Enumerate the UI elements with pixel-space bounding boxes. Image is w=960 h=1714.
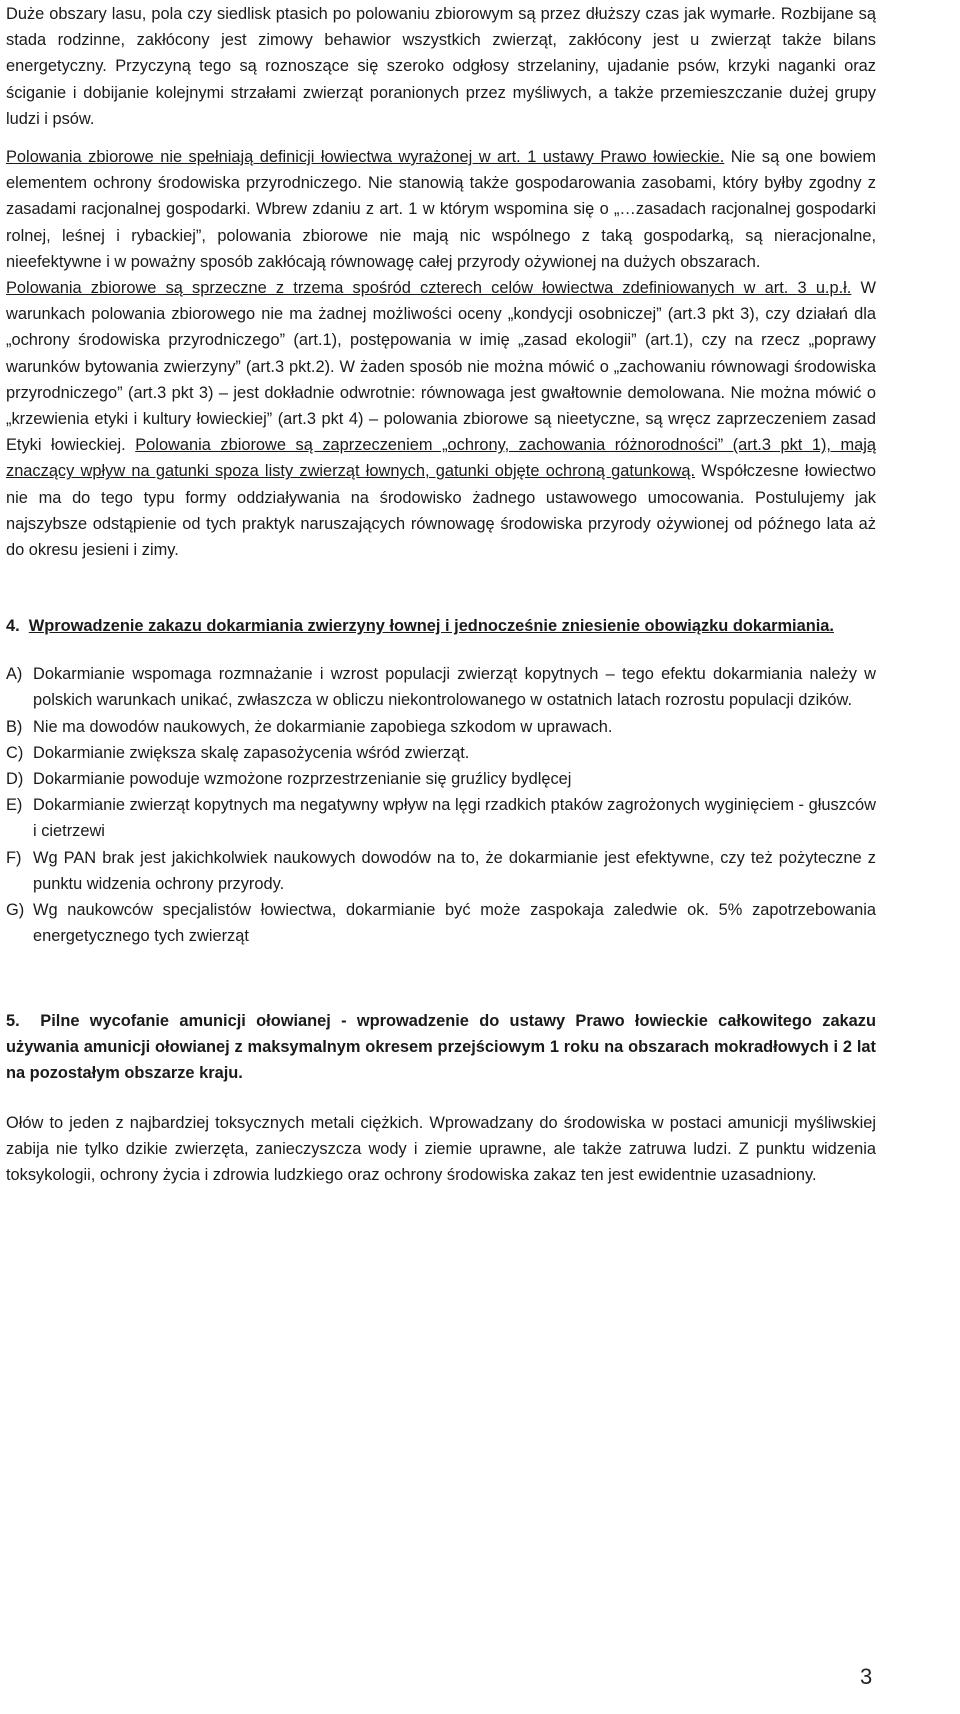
section-5-heading (6, 1008, 876, 1086)
list-item-text: Wg naukowców specjalistów łowiectwa, dokarmianie być może zaspokaja zaledwie ok. 5% zapotrzebowania energetycznego tych zwierząt (33, 901, 876, 946)
paragraph-collective-hunting-definition (6, 144, 876, 563)
section-4-heading (6, 613, 876, 639)
underlined-statement-definition: Polowania zbiorowe nie spełniają definicji łowiectwa wyrażonej w art. 1 ustawy Prawo łowieckie. (6, 148, 725, 167)
list-item (6, 766, 876, 792)
paragraph-text-1: Nie są one bowiem elementem ochrony środowiska przyrodniczego. Nie stanowią także gospodarowania zasobami, który byłby zgodny z zasadami racjonalnej gospodarki. Wbrew zdaniu z art. 1 w którym wspomina się o „…zasadach racjonalnej gospodarki rolnej, leśnej i rybackiej”, polowania zbiorowe nie mają nic wspólnego z taką gospodarką, są nieracjonalne, nieefektywne i w poważny sposób zakłócają równowagę całej przyrody ożywionej na dużych obszarach. (6, 148, 876, 271)
list-item (6, 792, 876, 844)
section-4-number: 4. (6, 617, 20, 636)
list-marker: D) (6, 770, 24, 789)
list-marker: A) (6, 665, 23, 684)
section-5 (6, 1008, 876, 1189)
underlined-statement-goals: Polowania zbiorowe są sprzeczne z trzema spośród czterech celów łowiectwa zdefiniowanych w art. 3 u.p.ł. (6, 279, 852, 298)
list-item-text: Dokarmianie zwiększa skalę zapasożycenia wśród zwierząt. (33, 743, 470, 762)
section-5-number: 5. (6, 1011, 20, 1030)
paragraph-text-3: Współczesne łowiectwo nie ma do tego typu formy oddziaływania na środowisko żadnego ustawowego umocowania. Postulujemy jak najszybsze odstąpienie od tych praktyk naruszających równowagę środowiska przyrody ożywionej od późnego lata aż do okresu jesieni i zimy. (6, 462, 876, 560)
list-item-text: Dokarmianie wspomaga rozmnażanie i wzrost populacji zwierząt kopytnych – tego efektu dokarmiania należy w polskich warunkach unikać, zwłaszcza w obliczu niekontrolowanego w ostatnich latach rozrostu populacji dzików. (33, 665, 876, 710)
section-4-title: Wprowadzenie zakazu dokarmiania zwierzyny łownej i jednocześnie zniesienie obowiązku dokarmiania. (28, 617, 834, 636)
list-item (6, 714, 876, 740)
list-marker: E) (6, 796, 23, 815)
list-item-text: Dokarmianie powoduje wzmożone rozprzestrzenianie się gruźlicy bydlęcej (33, 770, 572, 789)
underlined-statement-diversity: Polowania zbiorowe są zaprzeczeniem „ochrony, zachowania różnorodności” (art.3 pkt 1), mają znaczący wpływ na gatunki spoza listy zwierząt łownych, gatunki objęte ochroną gatunkową. (6, 436, 876, 481)
section-4 (6, 613, 876, 949)
list-item (6, 740, 876, 766)
list-marker: B) (6, 717, 23, 736)
section-4-list (6, 661, 876, 949)
list-item (6, 845, 876, 897)
list-item-text: Nie ma dowodów naukowych, że dokarmianie zapobiega szkodom w uprawach. (33, 717, 613, 736)
section-5-title: Pilne wycofanie amunicji ołowianej - wprowadzenie do ustawy Prawo łowieckie całkowitego zakazu używania amunicji ołowianej z maksymalnym okresem przejściowym 1 roku na obszarach mokradłowych i 2 lat na pozostałym obszarze kraju. (6, 1011, 876, 1082)
paragraph-text-2: W warunkach polowania zbiorowego nie ma żadnej możliwości oceny „kondycji osobniczej” (art.3 pkt 3), czy działań dla „ochrony środowiska przyrodniczego” (art.1), postępowania w imię „zasad ekologii” (art.1), czy na rzecz „poprawy warunków bytowania zwierzyny” (art.3 pkt.2). W żaden sposób nie można mówić o „zachowaniu równowagi środowiska przyrodniczego” (art.3 pkt 3) – jest dokładnie odwrotnie: równowaga jest gwałtownie demolowana. Nie można mówić o „krzewienia etyki i kultury łowieckiej” (art.3 pkt 4) – polowania zbiorowe są nieetyczne, są wręcz zaprzeczeniem zasad Etyki łowieckiej. (6, 279, 876, 455)
list-item (6, 661, 876, 713)
page-number: 3 (860, 1664, 873, 1689)
list-marker: G) (6, 901, 25, 920)
list-marker: C) (6, 743, 24, 762)
list-item-text: Dokarmianie zwierząt kopytnych ma negatywny wpływ na lęgi rzadkich ptaków zagrożonych wyginięciem - głuszców i cietrzewi (33, 796, 876, 841)
section-5-body: Ołów to jeden z najbardziej toksycznych metali ciężkich. Wprowadzany do środowiska w postaci amunicji myśliwskiej zabija nie tylko dzikie zwierzęta, zanieczyszcza wody i ziemie uprawne, ale także zatruwa ludzi. Z punktu widzenia toksykologii, ochrony życia i zdrowia ludzkiego oraz ochrony środowiska zakaz ten jest ewidentnie uzasadniony. (6, 1113, 876, 1184)
list-item-text: Wg PAN brak jest jakichkolwiek naukowych dowodów na to, że dokarmianie jest efektywne, czy też pożyteczne z punktu widzenia ochrony przyrody. (33, 848, 876, 893)
list-item (6, 897, 876, 949)
document-page (6, 0, 876, 1188)
paragraph-hunting-disturbance: Duże obszary lasu, pola czy siedlisk ptasich po polowaniu zbiorowym są przez dłuższy czas jak wymarłe. Rozbijane są stada rodzinne, zakłócony jest zimowy behawior wszystkich zwierząt, zakłócony jest u zwierząt także bilans energetyczny. Przyczyną tego są roznoszące się szeroko odgłosy strzelaniny, ujadanie psów, krzyki naganki oraz ściganie i dobijanie kolejnymi strzałami zwierząt poranionych przez myśliwych, a także przemieszczanie dużej grupy ludzi i psów. (6, 5, 876, 128)
list-marker: F) (6, 848, 22, 867)
